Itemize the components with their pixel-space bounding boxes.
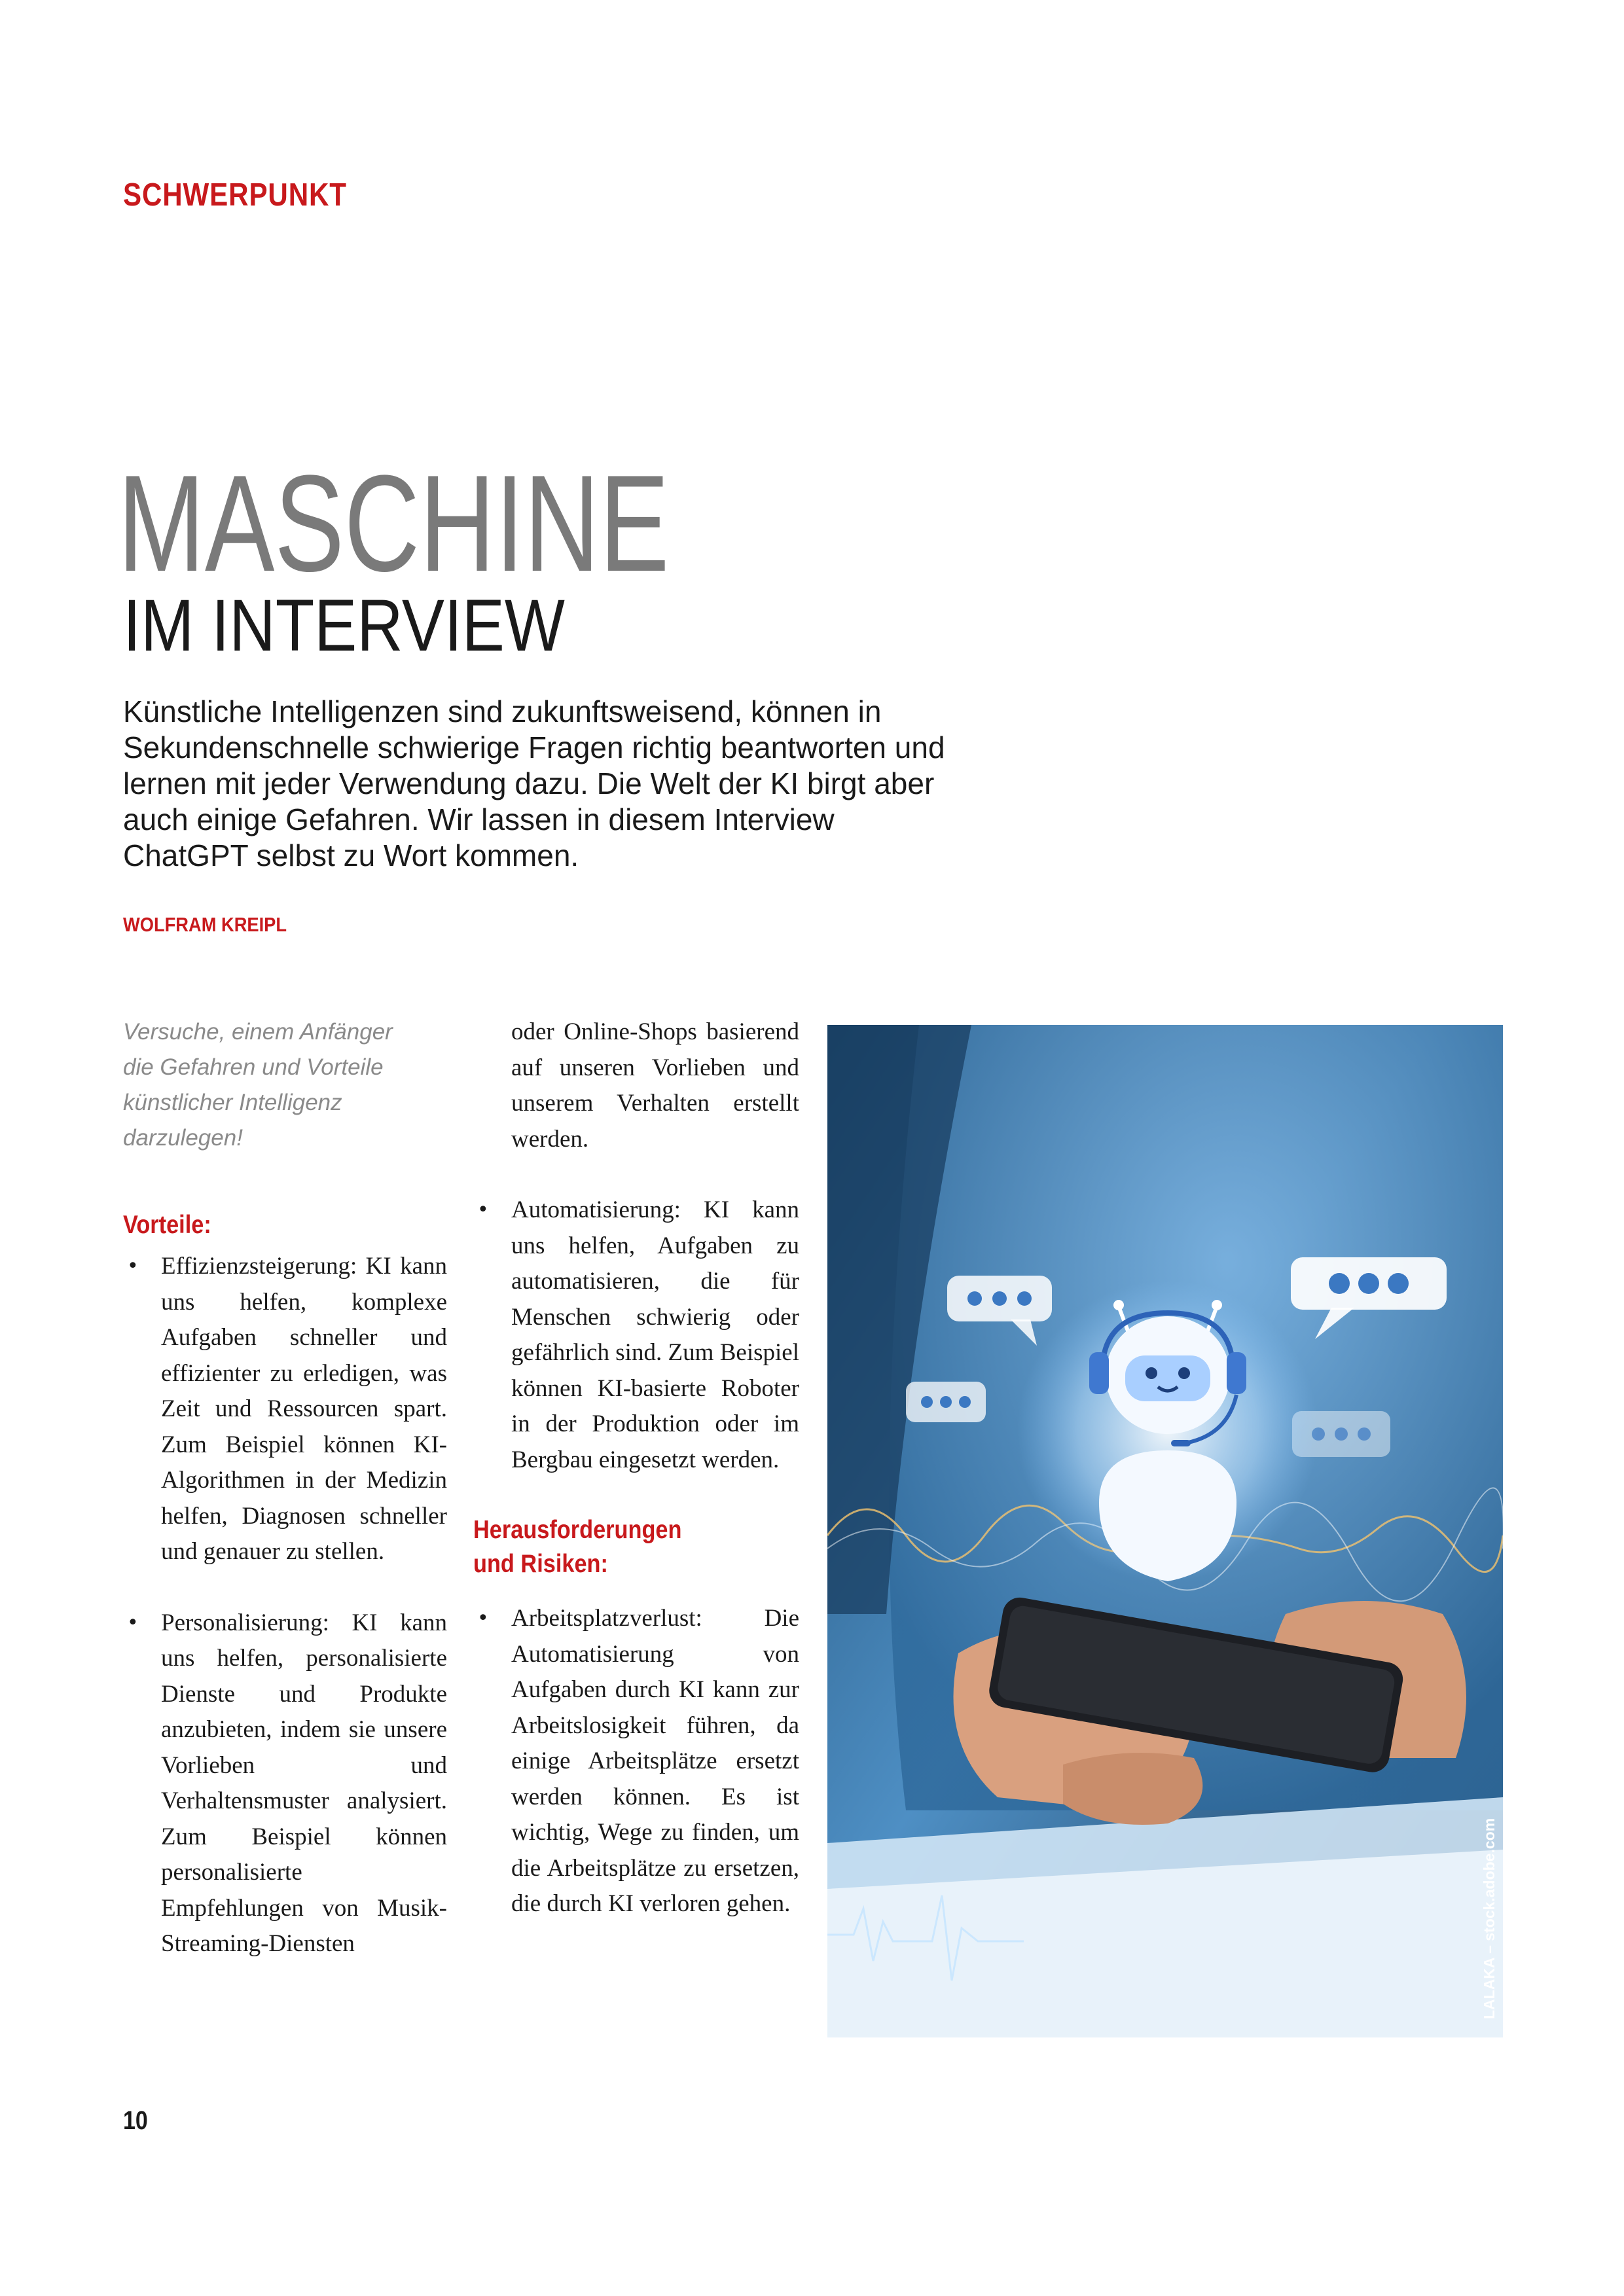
chatbot-photo	[827, 1025, 1503, 2037]
speech-bubble-icon	[906, 1382, 986, 1422]
chatbot-illustration	[827, 1025, 1503, 2037]
risks-heading	[473, 1513, 760, 1581]
advantages-list	[123, 1249, 447, 1962]
list-item: • Arbeitsplatzverlust: Die Automatisierung von Aufgaben durch KI kann zur Arbeitslosigkeit führen, da einige Arbeitsplätze ersetzt werden können. Es ist wichtig, Wege zu finden, um die Arbeitsplätze zu ersetzen, die durch KI verloren gehen.	[473, 1601, 799, 1922]
risks-heading-line-1: Herausforderungen	[473, 1516, 682, 1544]
lead-paragraph: Künstliche Intelligenzen sind zukunftsweisend, können in Sekundenschnelle schwierige Fragen richtig beantworten und lernen mit jeder Verwendung dazu. Die Welt der KI birgt aber auch einige Gefahren. Wir lassen in diesem Interview ChatGPT selbst zu Wort kommen.	[123, 694, 945, 872]
author-byline: WOLFRAM KREIPL	[123, 913, 287, 936]
risks-list	[473, 1601, 799, 1922]
headline-line-1: MASCHINE	[118, 446, 670, 600]
list-item-continuation: oder Online-Shops basierend auf unseren Vorlieben und unserem Verhalten erstellt werden.	[511, 1018, 799, 1153]
photo-credit: LALAKA – stock.adobe.com	[1481, 1818, 1498, 2019]
robot-icon	[1017, 1280, 1318, 1581]
text-column-1	[123, 1014, 447, 1962]
list-item: • Personalisierung: KI kann uns helfen, personalisierte Dienste und Produkte anzubieten, indem sie unsere Vorlieben und Verhaltensmuster analysiert. Zum Beispiel können personalisierte Empfehlungen von Musik-Streaming-Diensten	[123, 1605, 447, 1962]
list-item: • Effizienzsteigerung: KI kann uns helfen, komplexe Aufgaben schneller und effizienter zu erledigen, was Zeit und Ressourcen spart. Zum Beispiel können KI-Algorithmen in der Medizin helfen, Diagnosen schneller und genauer zu stellen.	[123, 1249, 447, 1570]
text-column-2	[473, 1014, 799, 1922]
headline-line-2: IM INTERVIEW	[123, 584, 565, 666]
list-item: • Automatisierung: KI kann uns helfen, Aufgaben zu automatisieren, die für Menschen schwierig oder gefährlich sind. Zum Beispiel können KI-basierte Roboter in der Produktion oder im Bergbau eingesetzt werden.	[473, 1193, 799, 1478]
advantages-list-continued	[473, 1193, 799, 1478]
page-number: 10	[123, 2106, 148, 2135]
interview-question: Versuche, einem Anfänger die Gefahren und Vorteile künstlicher Intelligenz darzulegen!	[123, 1019, 393, 1151]
section-kicker: SCHWERPUNKT	[123, 177, 347, 213]
advantages-heading: Vorteile:	[123, 1211, 211, 1239]
risks-heading-line-2: und Risiken:	[473, 1550, 608, 1578]
